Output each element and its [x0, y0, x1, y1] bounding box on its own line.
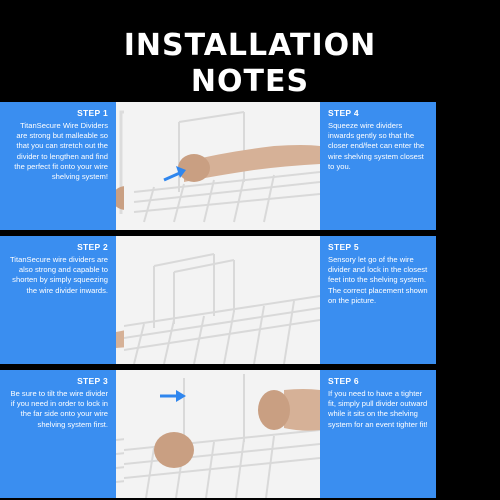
step-4-photo: [124, 102, 320, 230]
row-2: [0, 236, 500, 364]
step-1-label: STEP 1: [77, 108, 108, 118]
page-title: [0, 28, 500, 100]
step-3-label: STEP 3: [77, 376, 108, 386]
step-3-panel: [0, 370, 116, 498]
step-5-photo: [124, 236, 320, 364]
step-1-text: TitanSecure Wire Dividers are strong but malleable so that you can stretch out the divider to lengthen and find the perfect fit onto your wire shelving system!: [14, 121, 108, 182]
step-6-panel: [320, 370, 436, 498]
row-3: [0, 370, 500, 498]
step-4-label: STEP 4: [328, 108, 359, 118]
step-5-text: Sensory let go of the wire divider and lock in the closest feet into the shelving system. The correct placement shown on the picture.: [328, 255, 428, 305]
step-2-text: TitanSecure wire dividers are also strong and capable to shorten by simply squeezing the wire divider inwards.: [9, 255, 108, 295]
step-5-label: STEP 5: [328, 242, 359, 252]
step-6-text: If you need to have a tighter fit, simply pull divider outward while it sits on the shelving system for an event tighter fit!: [328, 389, 428, 429]
row-1: [0, 102, 500, 230]
step-2-panel: [0, 236, 116, 364]
step-6-label: STEP 6: [328, 376, 359, 386]
step-2-label: STEP 2: [77, 242, 108, 252]
title-line-2: NOTES: [190, 64, 310, 99]
step-3-text: Be sure to tilt the wire divider if you need in order to lock in the far side onto your wire shelving system first.: [10, 389, 108, 429]
step-4-panel: [320, 102, 436, 230]
step-5-panel: [320, 236, 436, 364]
title-line-1: INSTALLATION: [123, 28, 377, 63]
step-4-text: Squeeze wire dividers inwards gently so that the closer end/feet can enter the wire shelving system closest to you.: [328, 121, 425, 171]
step-1-panel: [0, 102, 116, 230]
step-6-photo: [124, 370, 320, 498]
